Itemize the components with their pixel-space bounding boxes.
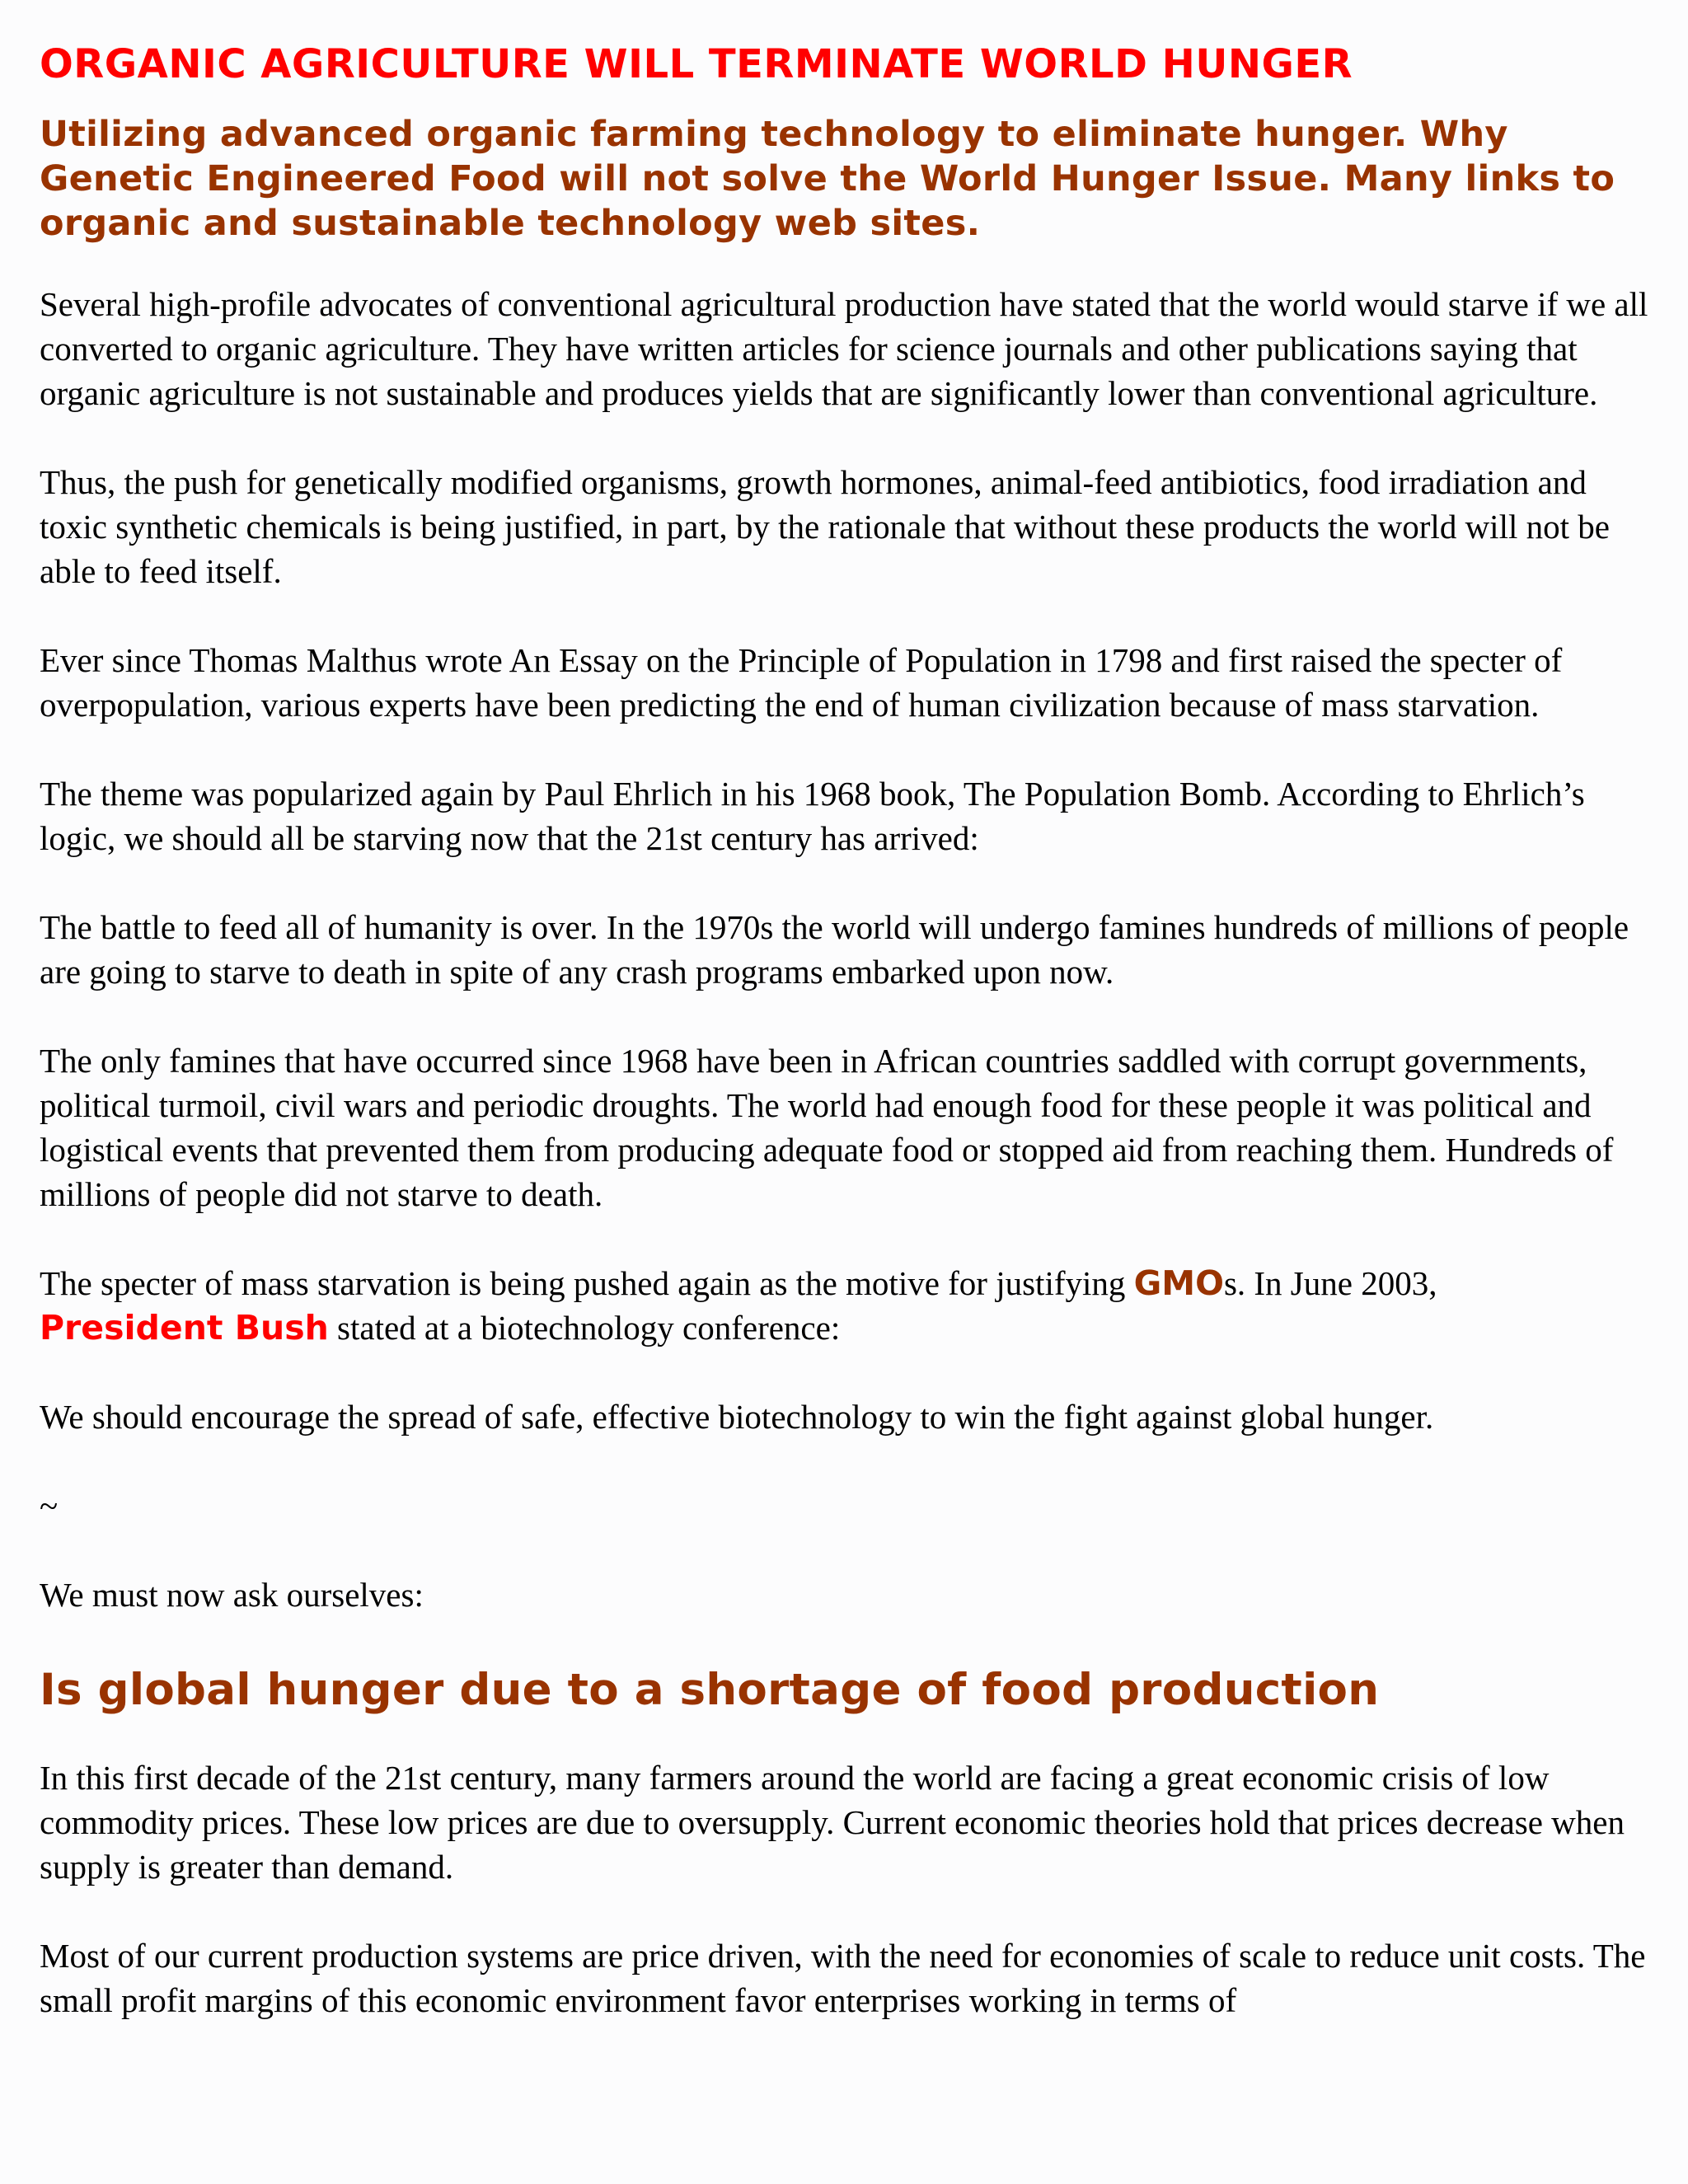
paragraph-1: Several high-profile advocates of conventional agricultural production have stated that the world would starve if we all converted to organic agriculture. They have written articles for science journals and other publications saying that organic agriculture is not sustainable and produces yields that are significantly lower than conventional agriculture. — [40, 285, 1648, 412]
paragraph-11: Most of our current production systems are price driven, with the need for economies of scale to reduce unit costs. The small profit margins of this economic environment favor enterprises working in terms of — [40, 1937, 1646, 2019]
paragraph-7-text-before: The specter of mass starvation is being pushed again as the motive for justifying — [40, 1264, 1134, 1302]
paragraph-9: We must now ask ourselves: — [40, 1576, 424, 1614]
page-subtitle: Utilizing advanced organic farming technology to eliminate hunger. Why Genetic Engineered Food will not solve the World Hunger Issue. Many links to organic and sustainable technology web sites. — [40, 114, 1615, 244]
tilde-separator: ~ — [40, 1487, 59, 1525]
section-heading: Is global hunger due to a shortage of food production — [40, 1665, 1380, 1715]
paragraph-4: The theme was popularized again by Paul Ehrlich in his 1968 book, The Population Bomb. According to Ehrlich’s logic, we should all be starving now that the 21st century has arrived: — [40, 775, 1585, 857]
president-bush-link[interactable]: President Bush — [40, 1308, 329, 1347]
gmo-link[interactable]: GMO — [1133, 1263, 1224, 1303]
paragraph-6: The only famines that have occurred since 1968 have been in African countries saddled with corrupt governments, political turmoil, civil wars and periodic droughts. The world had enough food for these people it was political and logistical events that prevented them from producing adequate food or stopped aid from reaching them. Hundreds of millions of people did not starve to death. — [40, 1042, 1614, 1213]
paragraph-3: Ever since Thomas Malthus wrote An Essay on the Principle of Population in 1798 and first raised the specter of overpopulation, various experts have been predicting the end of human civilization because of mass starvation. — [40, 641, 1563, 724]
paragraph-7-text-middle: s. In June 2003, — [1223, 1264, 1437, 1302]
paragraph-7-text-after: stated at a biotechnology conference: — [328, 1309, 841, 1347]
paragraph-7 — [40, 1261, 1655, 1350]
paragraph-8-quote: We should encourage the spread of safe, effective biotechnology to win the fight against global hunger. — [40, 1398, 1434, 1436]
paragraph-5-quote: The battle to feed all of humanity is over. In the 1970s the world will undergo famines hundreds of millions of people are going to starve to death in spite of any crash programs embarked upon now. — [40, 908, 1629, 991]
page-title: ORGANIC AGRICULTURE WILL TERMINATE WORLD HUNGER — [40, 41, 1353, 87]
paragraph-10: In this first decade of the 21st century, many farmers around the world are facing a great economic crisis of low commodity prices. These low prices are due to oversupply. Current economic theories hold that prices decrease when supply is greater than demand. — [40, 1759, 1625, 1886]
paragraph-2: Thus, the push for genetically modified organisms, growth hormones, animal-feed antibiotics, food irradiation and toxic synthetic chemicals is being justified, in part, by the rationale that without these products the world will not be able to feed itself. — [40, 463, 1610, 590]
